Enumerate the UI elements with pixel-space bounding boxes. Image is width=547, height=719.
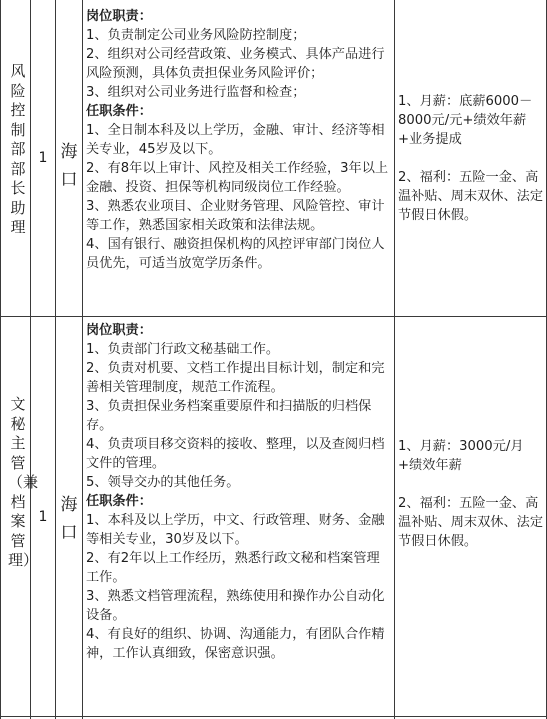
compensation — [398, 92, 544, 225]
job-title: 风险控制部部长助理 — [10, 62, 26, 236]
duty-item: 3、负责担保业务档案重要原件和扫描版的归档保存。 — [86, 399, 372, 433]
work-location: 海口 — [60, 495, 78, 543]
location-cell — [56, 317, 82, 716]
job-requirements — [86, 321, 392, 663]
duties-heading: 岗位职责： — [86, 323, 152, 338]
duty-item: 1、负责制定公司业务风险防控制度； — [86, 28, 306, 43]
job-title-cell — [8, 317, 39, 716]
headcount-cell — [31, 0, 55, 316]
salary: 1、月薪：3000元/月+绩效年薪 — [398, 439, 524, 473]
requirements-heading: 任职条件： — [86, 494, 152, 509]
duty-item: 3、组织对公司业务进行监督和检查； — [86, 85, 306, 100]
requirement-item: 3、熟悉文档管理流程，熟练使用和操作办公自动化设备。 — [86, 589, 385, 623]
benefits: 2、福利：五险一金、高温补贴、周末双休、法定节假日休假。 — [398, 170, 544, 223]
headcount: 1 — [38, 509, 48, 525]
duty-item: 5、领导交办的其他任务。 — [86, 475, 240, 490]
requirement-item: 2、有8年以上审计、风控及相关工作经验，3年以上金融、投资、担保等机构同级岗位工作经验。 — [86, 161, 389, 195]
requirement-item: 1、本科及以上学历，中文、行政管理、财务、金融等相关专业，30岁及以下。 — [86, 513, 385, 547]
duties-heading: 岗位职责： — [86, 9, 152, 24]
duty-item: 2、组织对公司经营政策、业务模式、具体产品进行风险预测，具体负责担保业务风险评价； — [86, 47, 385, 81]
requirement-item: 1、全日制本科及以上学历，金融、审计、经济等相关专业，45岁及以下。 — [86, 123, 385, 157]
row-divider — [0, 716, 547, 717]
requirement-item: 4、有良好的组织、协调、沟通能力，有团队合作精神，工作认真细致，保密意识强。 — [86, 627, 385, 661]
work-location: 海口 — [60, 142, 78, 190]
table-row — [0, 0, 547, 316]
table-row — [0, 317, 547, 716]
duty-item: 2、负责对机要、文档工作提出目标计划，制定和完善相关管理制度，规范工作流程。 — [86, 361, 385, 395]
headcount-cell — [31, 317, 55, 716]
salary: 1、月薪：底薪6000－8000元/元+绩效年薪+业务提成 — [398, 94, 533, 147]
requirement-item: 3、熟悉农业项目、企业财务管理、风险管控、审计等工作，熟悉国家相关政策和法律法规。 — [86, 199, 385, 233]
job-title-cell — [8, 0, 28, 316]
requirement-item: 2、有2年以上工作经历，熟悉行政文秘和档案管理工作。 — [86, 551, 380, 585]
location-cell — [56, 0, 82, 316]
benefits: 2、福利：五险一金、高温补贴、周末双休、法定节假日休假。 — [398, 496, 544, 549]
headcount: 1 — [38, 150, 48, 166]
job-requirements — [86, 7, 392, 273]
job-title: 文秘主管（兼档案管理） — [8, 395, 39, 569]
requirement-item: 4、国有银行、融资担保机构的风控评审部门岗位人员优先，可适当放宽学历条件。 — [86, 237, 385, 271]
compensation — [398, 437, 544, 551]
requirements-heading: 任职条件： — [86, 104, 152, 119]
duty-item: 4、负责项目移交资料的接收、整理，以及查阅归档文件的管理。 — [86, 437, 385, 471]
duty-item: 1、负责部门行政文秘基础工作。 — [86, 342, 280, 357]
